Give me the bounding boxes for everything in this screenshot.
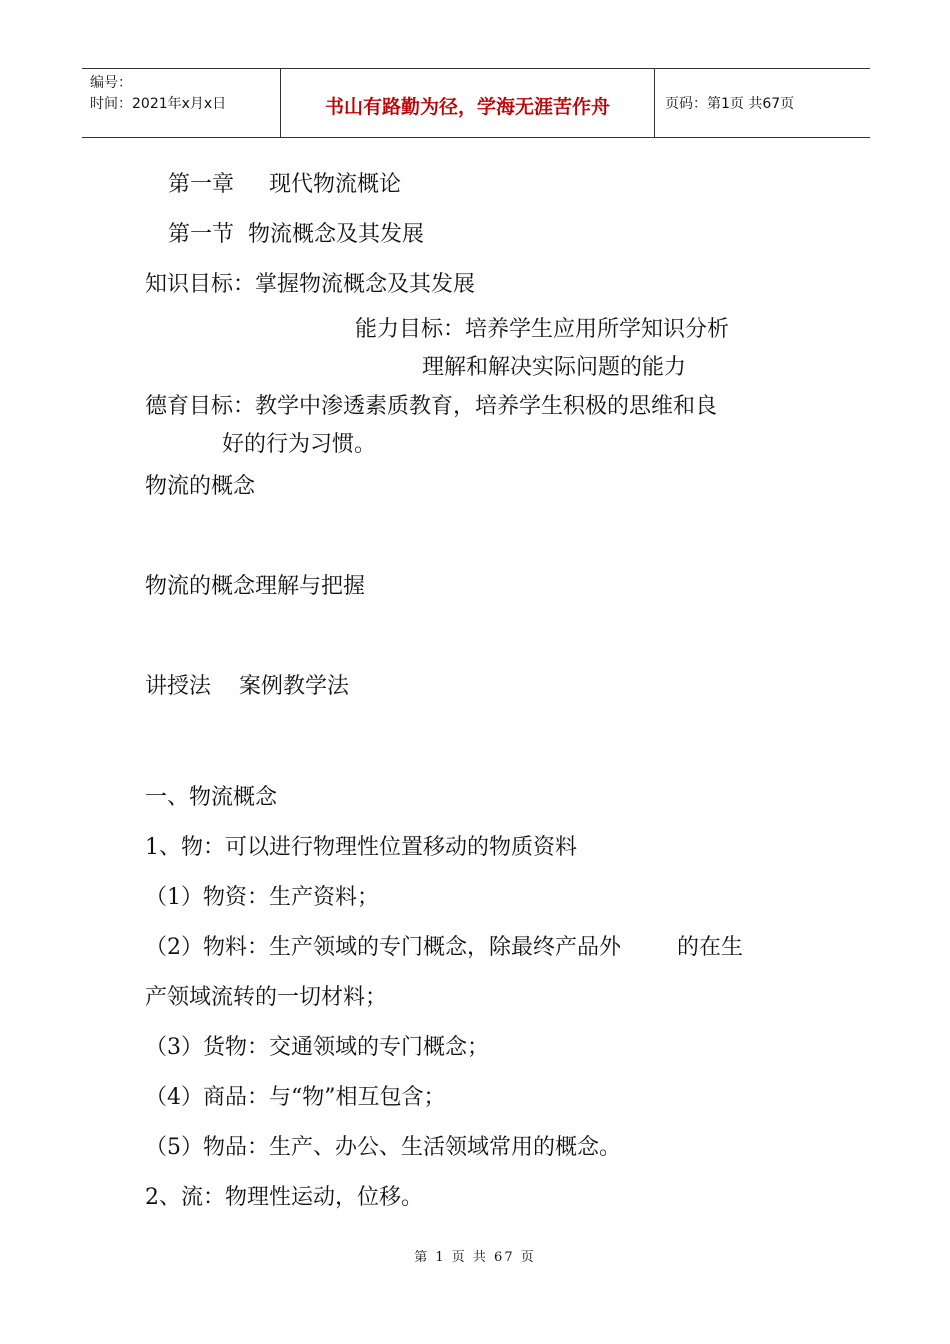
ability-goal-line2: 理解和解决实际问题的能力 <box>422 355 687 380</box>
sub-item-4: （4）商品：与“物”相互包含； <box>145 1085 446 1110</box>
header-motto: 书山有路勤为径，学海无涯苦作舟 <box>281 69 655 137</box>
time-label: 时间：2021年x月x日 <box>90 96 227 112</box>
ability-goal-line1: 能力目标：培养学生应用所学知识分析 <box>355 317 730 342</box>
item-material: 1、物：可以进行物理性位置移动的物质资料 <box>145 835 577 860</box>
moral-goal-line1: 德育目标：教学中渗透素质教育，培养学生积极的思维和良 <box>145 394 718 419</box>
heading-logistics-concept: 一、物流概念 <box>145 785 278 810</box>
knowledge-goal: 知识目标：掌握物流概念及其发展 <box>145 272 476 297</box>
section-title: 第一节 物流概念及其发展 <box>168 222 424 247</box>
page-header <box>82 68 870 138</box>
chapter-title: 第一章 现代物流概论 <box>168 172 401 197</box>
sub-item-1: （1）物资：生产资料； <box>145 885 379 910</box>
sub-item-2-line2: 产领域流转的一切材料； <box>145 985 388 1010</box>
sub-item-3: （3）货物：交通领域的专门概念； <box>145 1035 489 1060</box>
page-footer: 第 1 页 共 67 页 <box>414 1250 536 1265</box>
teaching-methods: 讲授法 案例教学法 <box>145 674 349 699</box>
difficulty: 物流的概念理解与把握 <box>145 574 366 599</box>
sub-item-5: （5）物品：生产、办公、生活领域常用的概念。 <box>145 1135 621 1160</box>
number-label: 编号： <box>90 75 132 91</box>
header-page-info: 页码：第1页 共67页 <box>665 96 795 112</box>
item-flow: 2、流：物理性运动，位移。 <box>145 1185 423 1210</box>
key-point: 物流的概念 <box>145 474 256 499</box>
header-info-cell <box>82 69 281 137</box>
sub-item-2-line1: （2）物料：生产领域的专门概念，除最终产品外 的在生 <box>145 935 743 960</box>
moral-goal-line2: 好的行为习惯。 <box>222 432 377 457</box>
